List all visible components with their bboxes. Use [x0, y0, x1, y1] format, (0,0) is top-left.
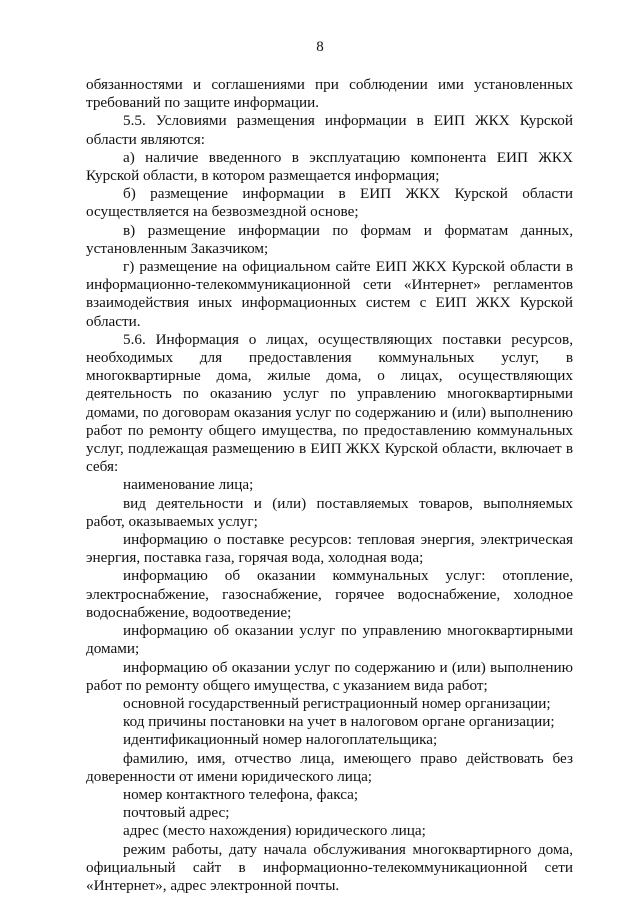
- paragraph-continuation: обязанностями и соглашениями при соблюдении ими установленных требований по защите информации.: [86, 76, 573, 112]
- info-item: код причины постановки на учет в налоговом органе организации;: [123, 713, 555, 731]
- info-item: номер контактного телефона, факса;: [123, 785, 359, 803]
- info-item: информацию об оказании услуг по содержанию и (или) выполнению работ по ремонту общего имущества, с указанием вида работ;: [86, 658, 573, 694]
- list-item-g: г) размещение на официальном сайте ЕИП ЖКХ Курской области в информационно-телекоммуникационной сети «Интернет» регламентов взаимодействия иных информационных систем с ЕИП ЖКХ Курской области.: [86, 258, 573, 330]
- paragraph-5-5: 5.5. Условиями размещения информации в ЕИП ЖКХ Курской области являются:: [86, 112, 573, 148]
- list-item-a: а) наличие введенного в эксплуатацию компонента ЕИП ЖКХ Курской области, в котором размещается информация;: [86, 148, 573, 185]
- list-item-v: в) размещение информации по формам и форматам данных, установленным Заказчиком;: [86, 221, 573, 257]
- info-item: информацию об оказании услуг по управлению многоквартирными домами;: [86, 622, 573, 658]
- paragraph-5-6: 5.6. Информация о лицах, осуществляющих поставки ресурсов, необходимых для предоставления коммунальных услуг, в многоквартирные дома, жилые дома, о лицах, осуществляющих деятельность по оказанию услуг по управлению многоквартирными домами, по договорам оказания услуг по содержанию и (или) выполнению работ по ремонту общего имущества, по предоставлению коммунальных услуг, подлежащая размещению в ЕИП ЖКХ Курской области, включает в себя:: [86, 330, 573, 476]
- info-item: фамилию, имя, отчество лица, имеющего право действовать без доверенности от имени юридического лица;: [86, 749, 573, 785]
- list-item-b: б) размещение информации в ЕИП ЖКХ Курской области осуществляется на безвозмездной основе;: [86, 185, 573, 221]
- info-item: режим работы, дату начала обслуживания многоквартирного дома, официальный сайт в информационно-телекоммуникационной сети «Интернет», адрес электронной почты.: [86, 840, 573, 894]
- info-item: идентификационный номер налогоплательщика;: [123, 731, 438, 749]
- info-item: вид деятельности и (или) поставляемых товаров, выполняемых работ, оказываемых услуг;: [86, 494, 573, 530]
- info-item: основной государственный регистрационный номер организации;: [123, 694, 551, 712]
- info-item: наименование лица;: [123, 476, 254, 494]
- info-item: почтовый адрес;: [123, 804, 230, 822]
- page-number: 8: [316, 39, 324, 55]
- body-text: [86, 76, 573, 895]
- info-item: информацию об оказании коммунальных услуг: отопление, электроснабжение, газоснабжение, горячее водоснабжение, холодное водоснабжение, водоотведение;: [86, 567, 573, 621]
- info-item: информацию о поставке ресурсов: тепловая энергия, электрическая энергия, поставка газа, горячая вода, холодная вода;: [86, 531, 573, 567]
- info-item: адрес (место нахождения) юридического лица;: [123, 822, 426, 840]
